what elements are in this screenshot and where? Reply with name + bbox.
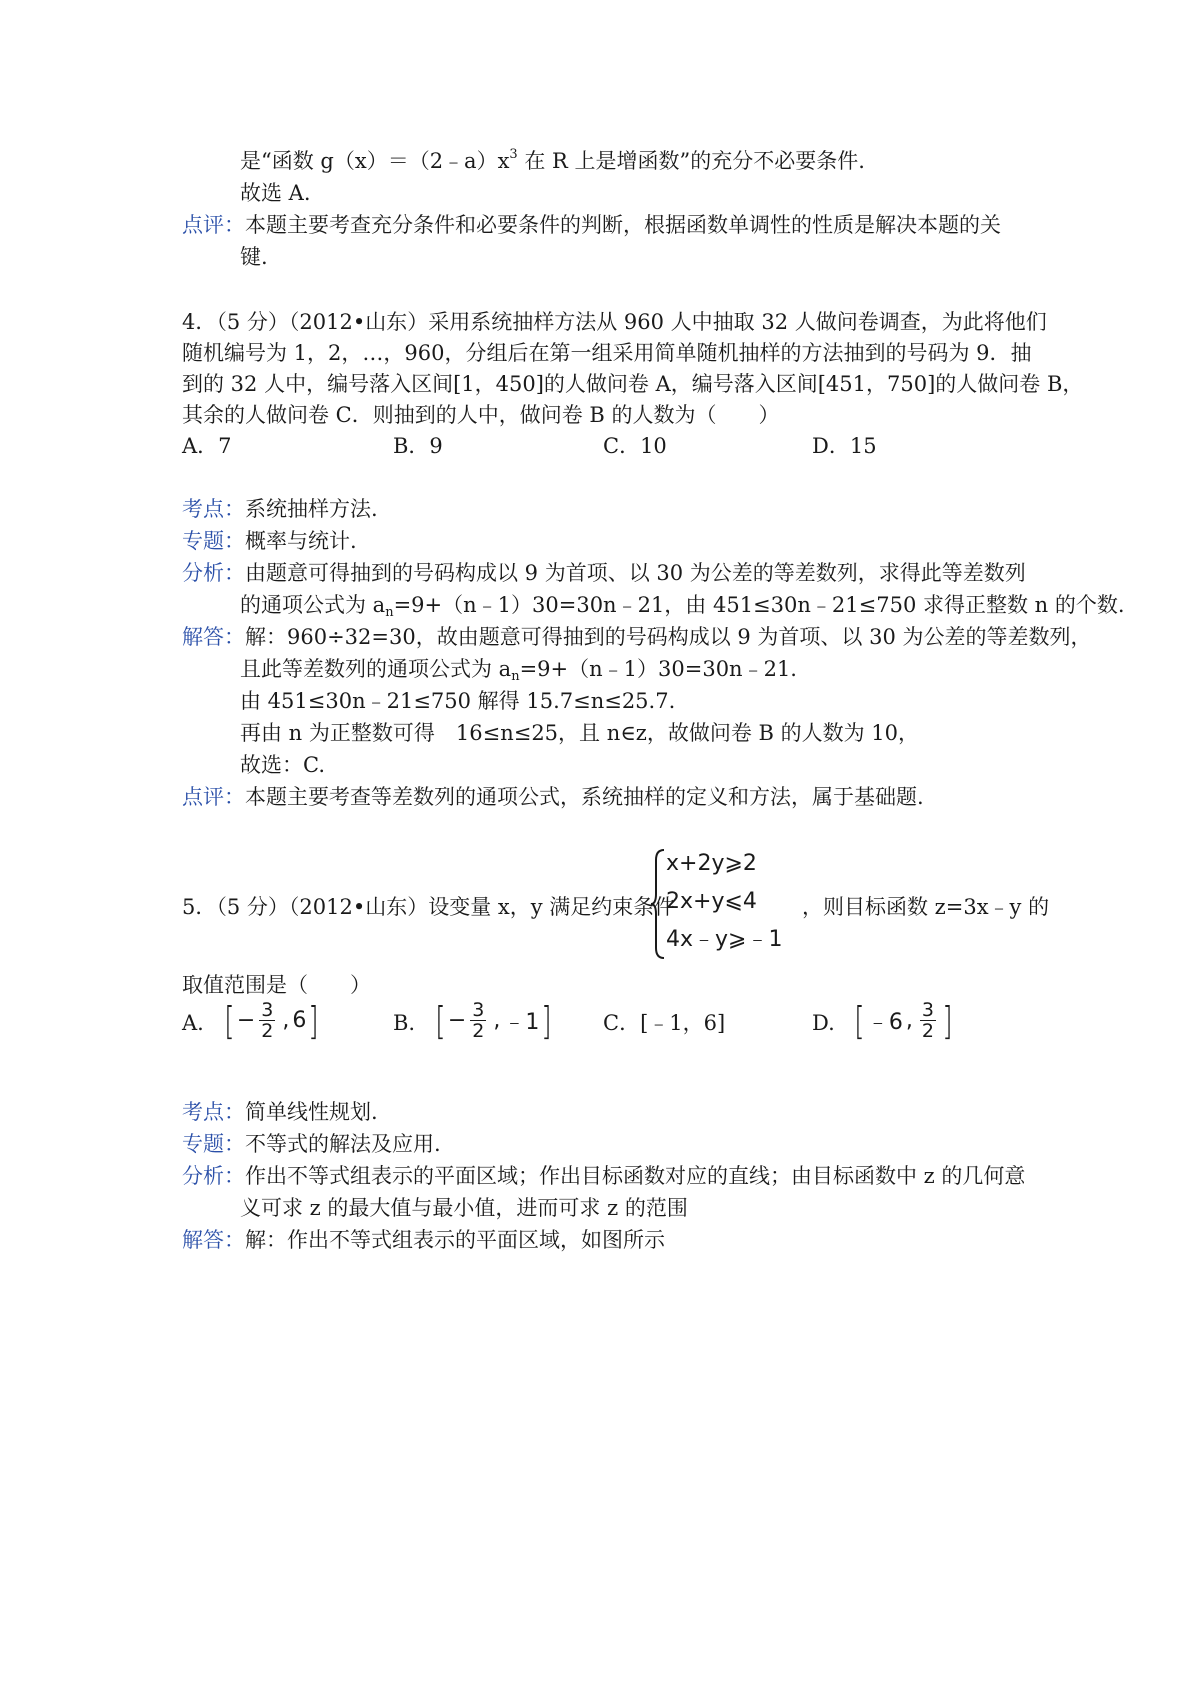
right-bracket: ]: [541, 998, 552, 1043]
numerator: 3: [472, 999, 485, 1021]
q5-option-d-label: D.: [812, 1011, 835, 1035]
subscript-n: n: [511, 669, 520, 684]
fenxi-formula-post: =9+（n﹣1）30=30n﹣21，由 451≤30n﹣21≤750 求得正整数 n 的个数.: [393, 593, 1125, 617]
minus-sign: −: [236, 1008, 256, 1033]
zhuanti-label: 专题：: [182, 529, 245, 553]
dianping-text: 本题主要考查等差数列的通项公式，系统抽样的定义和方法，属于基础题.: [245, 785, 924, 809]
q4-stem-line-1: 4．（5 分）（2012•山东）采用系统抽样方法从 960 人中抽取 32 人做问卷调查，为此将他们: [182, 310, 1047, 334]
kaodian-label: 考点：: [182, 1100, 245, 1124]
fraction: [470, 1000, 486, 1041]
interval-end: 6: [292, 1008, 307, 1033]
right-bracket: ]: [308, 998, 319, 1043]
q5-stem-line-2: 取值范围是（ ）: [182, 973, 371, 997]
subscript-n: n: [385, 605, 394, 620]
dianping-label: 点评：: [182, 785, 245, 809]
constraint-1: x+2y⩾2: [666, 851, 757, 876]
left-bracket: [: [435, 998, 446, 1043]
interval-end: ﹣1: [503, 1010, 540, 1035]
q4-jieda-line-3: 由 451≤30n﹣21≤750 解得 15.7≤n≤25.7.: [240, 689, 676, 713]
comment-text: 本题主要考查充分条件和必要条件的判断，根据函数单调性的性质是解决本题的关: [245, 213, 1001, 237]
numerator: 3: [261, 999, 274, 1021]
left-bracket: [: [854, 998, 865, 1043]
q4-kaodian: [182, 494, 378, 524]
denominator: 2: [472, 1020, 485, 1042]
q5-option-c: C．[﹣1，6]: [603, 1011, 726, 1035]
q5-stem-line-1: 5．（5 分）（2012•山东）设变量 x，y 满足约束条件: [182, 895, 676, 919]
prev-conclusion-text-end: 在 R 上是增函数”的充分不必要条件.: [517, 149, 865, 173]
constraint-system: [650, 848, 800, 960]
comment-label: 点评：: [182, 213, 245, 237]
fraction: [259, 1000, 275, 1041]
kaodian-text: 简单线性规划.: [245, 1100, 378, 1124]
minus-sign: −: [447, 1008, 467, 1033]
fraction: [920, 1000, 936, 1041]
zhuanti-text: 不等式的解法及应用.: [245, 1132, 441, 1156]
interval-start: ﹣6: [866, 1010, 903, 1035]
q4-fenxi: [182, 558, 1026, 588]
fenxi-label: 分析：: [182, 1164, 245, 1188]
jieda-label: 解答：: [182, 1228, 245, 1252]
cube-superscript: 3: [509, 147, 518, 162]
fenxi-text: 作出不等式组表示的平面区域；作出目标函数对应的直线；由目标函数中 z 的几何意: [245, 1164, 1026, 1188]
q5-fenxi-cont: 义可求 z 的最大值与最小值，进而可求 z 的范围: [240, 1196, 688, 1220]
prev-conclusion-text: 是“函数 g（x）＝（2﹣a）x: [240, 149, 510, 173]
q4-jieda-line-2: [240, 654, 797, 684]
prev-conclusion-line: [240, 146, 865, 176]
zhuanti-label: 专题：: [182, 1132, 245, 1156]
comma: ,: [282, 1008, 290, 1033]
q5-option-a-label: A.: [182, 1011, 204, 1035]
jieda-formula-post: =9+（n﹣1）30=30n﹣21.: [519, 657, 797, 681]
denominator: 2: [921, 1020, 934, 1042]
constraint-3: 4x﹣y⩾﹣1: [666, 927, 783, 952]
jieda-text: 解：960÷32=30，故由题意可得抽到的号码构成以 9 为首项、以 30 为公差的等差数列，: [245, 625, 1092, 649]
kaodian-label: 考点：: [182, 497, 245, 521]
fenxi-formula-pre: 的通项公式为 a: [240, 593, 386, 617]
numerator: 3: [921, 999, 934, 1021]
zhuanti-text: 概率与统计.: [245, 529, 357, 553]
q5-stem-line-1-end: ，则目标函数 z=3x﹣y 的: [802, 895, 1050, 919]
constraint-2: 2x+y⩽4: [666, 889, 757, 914]
kaodian-text: 系统抽样方法.: [245, 497, 378, 521]
q4-dianping: [182, 782, 924, 812]
prev-comment: [182, 210, 1001, 240]
denominator: 2: [261, 1020, 274, 1042]
q5-kaodian: [182, 1097, 378, 1127]
q5-option-d-interval: [852, 1000, 955, 1041]
q5-fenxi: [182, 1161, 1025, 1191]
q4-jieda-line-4: 再由 n 为正整数可得 16≤n≤25，且 n∈z，故做问卷 B 的人数为 10，: [240, 721, 920, 745]
q4-jieda: [182, 622, 1092, 652]
q4-option-a: A．7: [182, 434, 232, 458]
q5-option-b-interval: [433, 1000, 554, 1041]
q5-option-b-label: B.: [393, 1011, 416, 1035]
jieda-formula-pre: 且此等差数列的通项公式为 a: [240, 657, 512, 681]
q4-zhuanti: [182, 526, 357, 556]
left-bracket: [: [224, 998, 235, 1043]
jieda-text: 解：作出不等式组表示的平面区域，如图所示: [245, 1228, 665, 1252]
comma: ,: [905, 1008, 913, 1033]
q4-fenxi-cont: [240, 590, 1125, 620]
fenxi-label: 分析：: [182, 561, 245, 585]
q4-stem-line-3: 到的 32 人中，编号落入区间[1，450]的人做问卷 A，编号落入区间[451，750]的人做问卷 B，: [182, 372, 1084, 396]
comma: ,: [493, 1008, 501, 1033]
q4-option-c: C．10: [603, 434, 667, 458]
prev-comment-cont: 键.: [240, 245, 268, 269]
q4-option-b: B．9: [393, 434, 443, 458]
q4-stem-line-2: 随机编号为 1，2，…，960，分组后在第一组采用简单随机抽样的方法抽到的号码为 9．抽: [182, 341, 1032, 365]
jieda-label: 解答：: [182, 625, 245, 649]
q5-option-a-interval: [222, 1000, 321, 1041]
left-brace-icon: [650, 848, 666, 960]
prev-answer: 故选 A.: [240, 181, 311, 205]
right-bracket: ]: [942, 998, 953, 1043]
fenxi-text: 由题意可得抽到的号码构成以 9 为首项、以 30 为公差的等差数列，求得此等差数列: [245, 561, 1026, 585]
q5-jieda: [182, 1225, 665, 1255]
q4-option-d: D．15: [812, 434, 877, 458]
q4-jieda-line-5: 故选：C.: [240, 753, 325, 777]
q5-zhuanti: [182, 1129, 441, 1159]
q4-stem-line-4: 其余的人做问卷 C．则抽到的人中，做问卷 B 的人数为（ ）: [182, 403, 780, 427]
